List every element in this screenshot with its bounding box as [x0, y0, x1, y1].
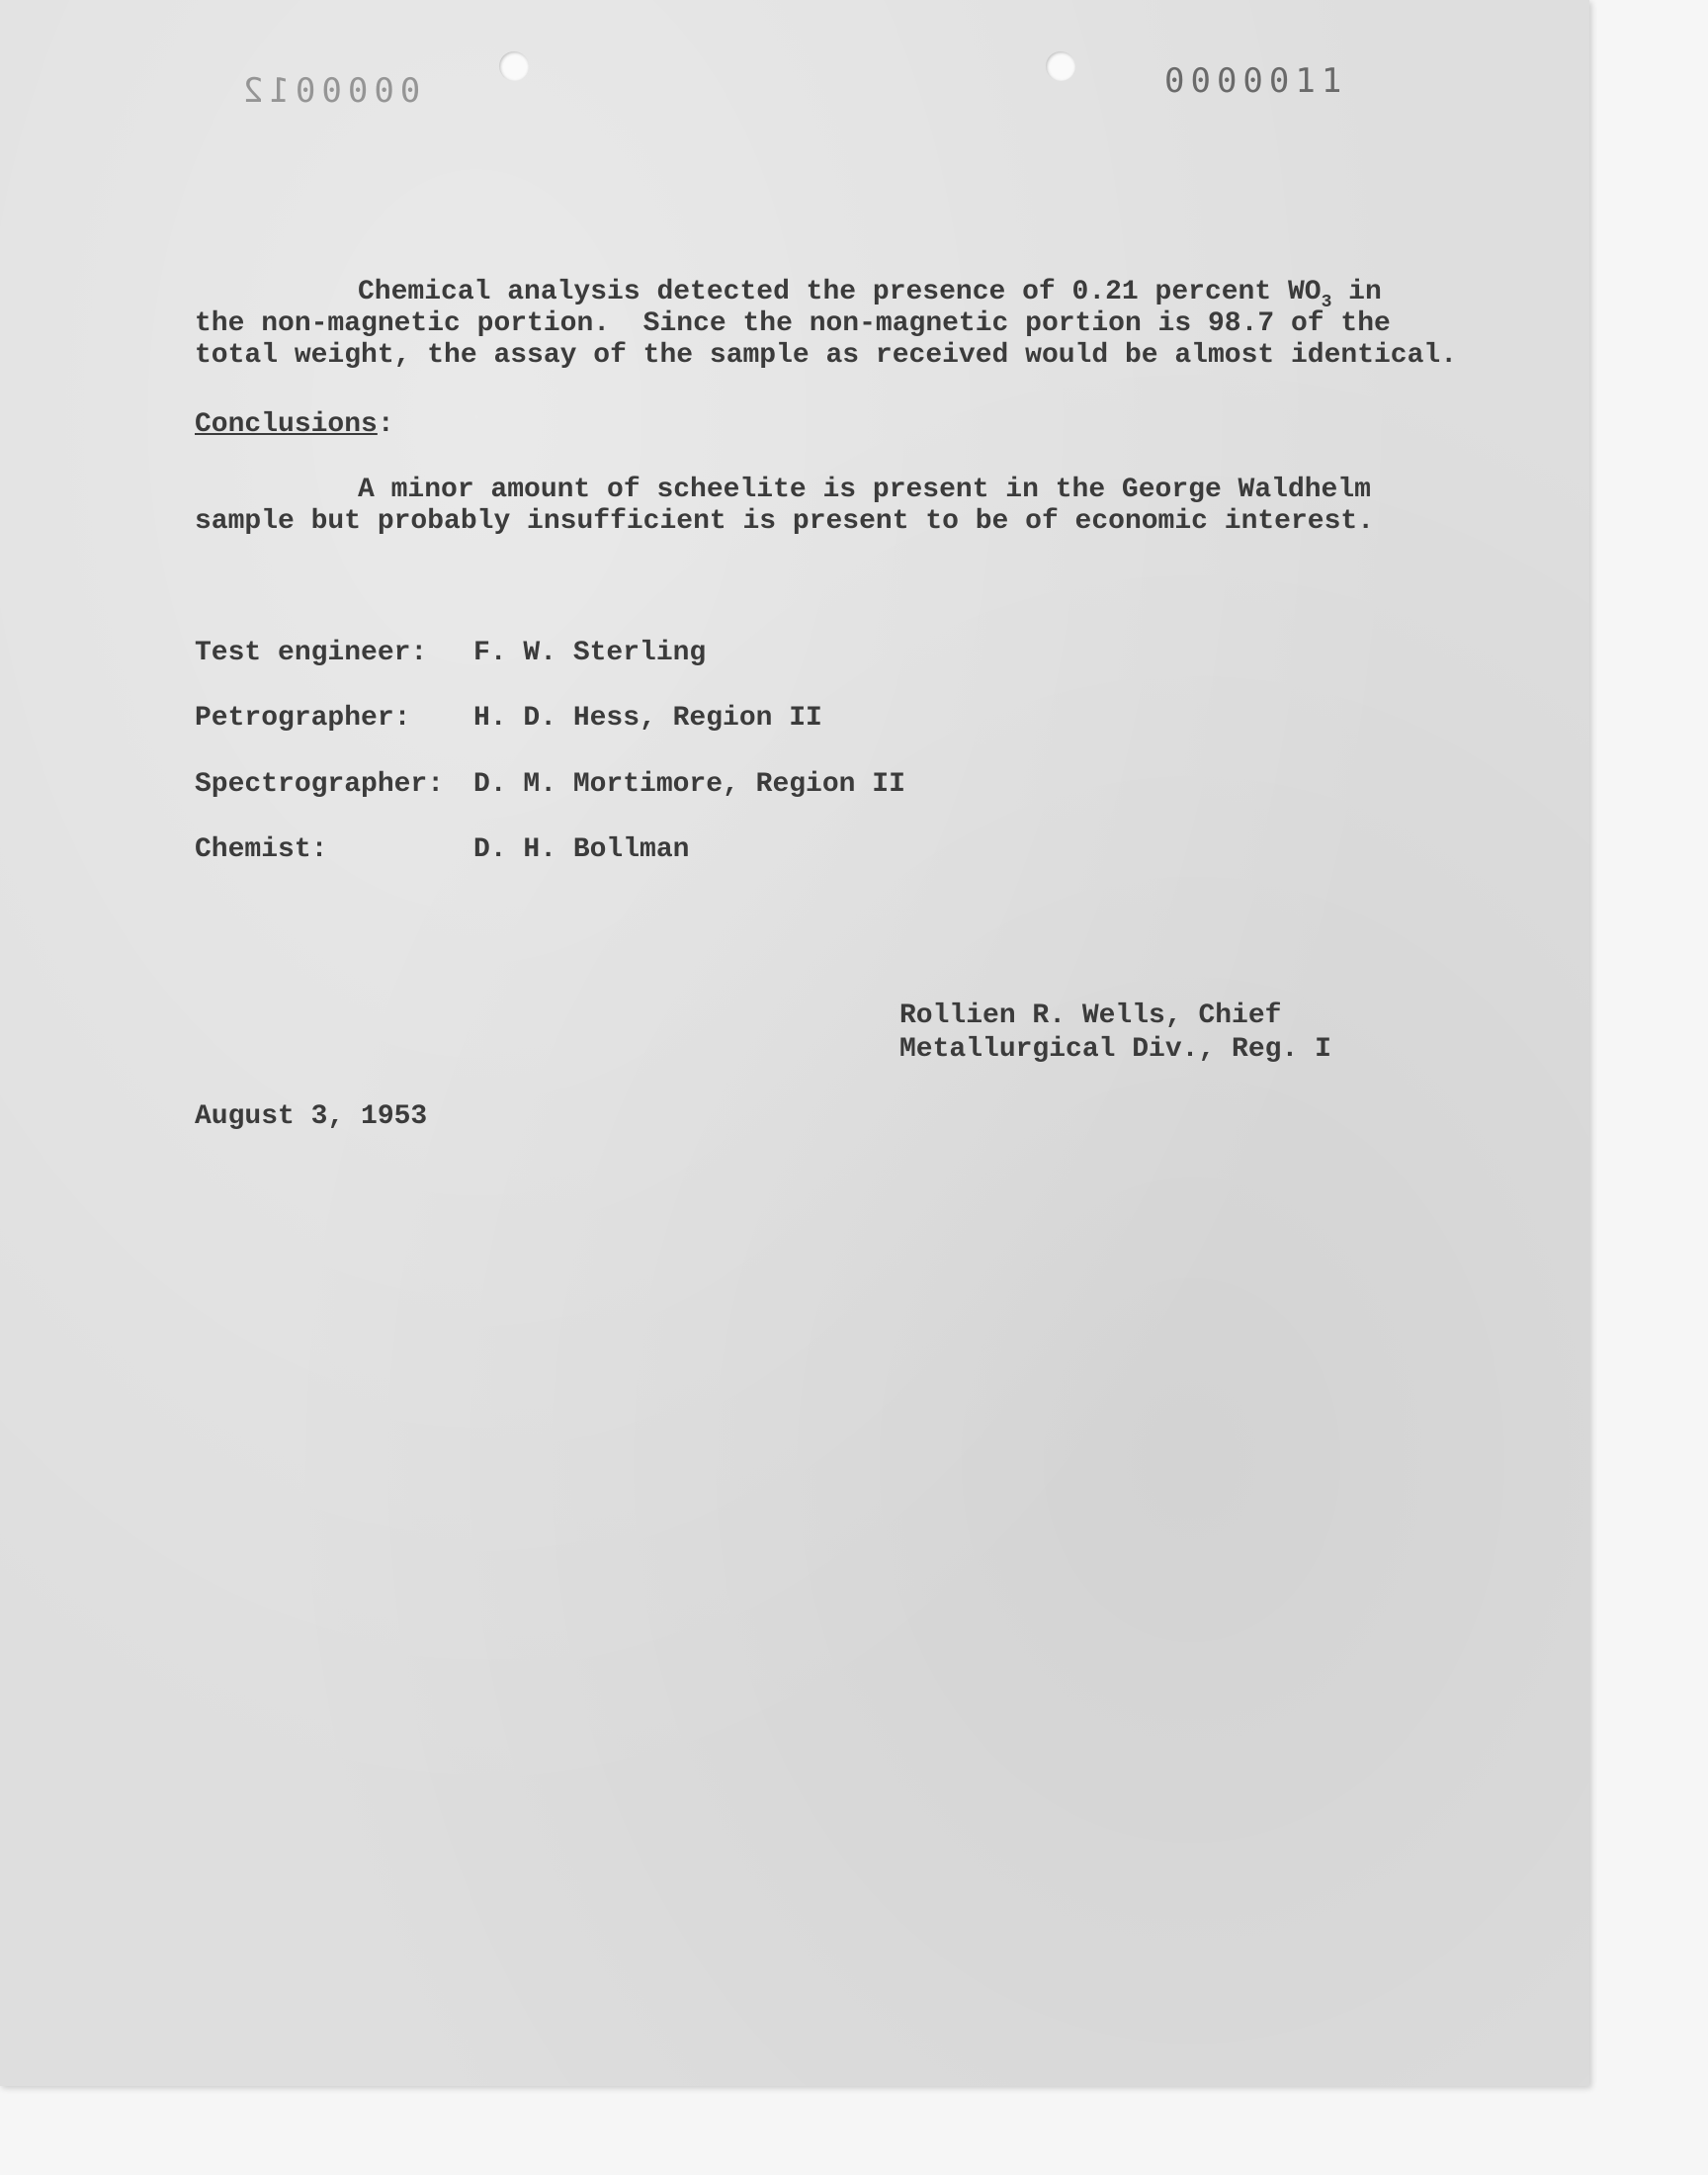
paragraph2-line2: sample but probably insufficient is present to be of economic interest.	[195, 506, 1374, 537]
punch-hole	[499, 51, 529, 81]
document-date: August 3, 1953	[195, 1101, 428, 1132]
staff-role: Chemist:	[195, 834, 328, 865]
paragraph1-line3: total weight, the assay of the sample as received would be almost identical.	[195, 340, 1458, 371]
conclusions-heading: Conclusions:	[195, 409, 394, 440]
staff-name: H. D. Hess, Region II	[473, 703, 822, 734]
punch-hole	[1046, 51, 1075, 81]
page-stamp-mirrored: 0000012	[237, 71, 421, 111]
staff-row	[195, 638, 1084, 669]
staff-role: Test engineer:	[195, 638, 428, 668]
paragraph1-line2: the non-magnetic portion. Since the non-magnetic portion is 98.7 of the	[195, 308, 1391, 339]
paragraph1-line1: Chemical analysis detected the presence of 0.21 percent $WO_3$ in	[358, 277, 1382, 312]
staff-row	[195, 834, 1084, 866]
staff-row	[195, 703, 1084, 735]
staff-name: D. H. Bollman	[473, 834, 690, 865]
staff-role: Petrographer:	[195, 703, 411, 734]
signature-line1: Rollien R. Wells, Chief	[899, 1000, 1282, 1031]
staff-name: F. W. Sterling	[473, 638, 707, 668]
staff-row	[195, 769, 1084, 801]
paragraph2-line1: A minor amount of scheelite is present in the George Waldhelm	[358, 475, 1371, 505]
staff-role: Spectrographer:	[195, 769, 445, 800]
staff-name: D. M. Mortimore, Region II	[473, 769, 905, 800]
page-stamp: 0000011	[1164, 61, 1348, 101]
signature-line2: Metallurgical Div., Reg. I	[899, 1034, 1331, 1065]
